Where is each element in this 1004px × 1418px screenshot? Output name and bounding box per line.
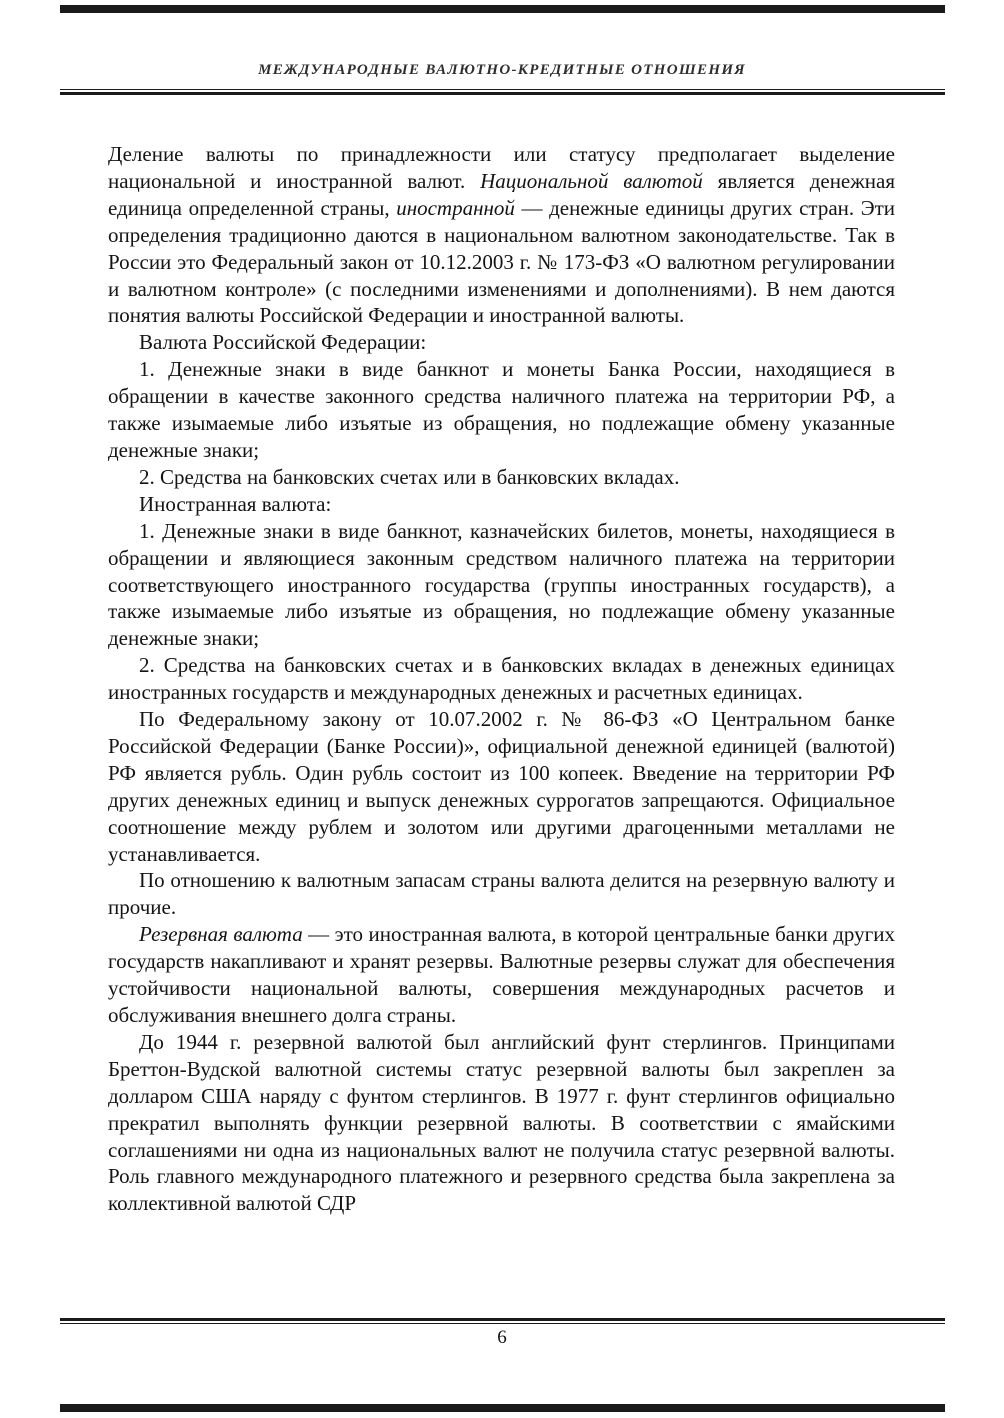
paragraph (108, 356, 895, 464)
text-run: 1. Денежные знаки в виде банкнот, казначейских билетов, монеты, находящиеся в обращении и являющиеся законным средством наличного платежа на территории соответствующего иностранного государства (группы иностранных государств), а также изымаемые либо изъятые из обращения, но подлежащие обмену указанные денежные знаки; (108, 518, 895, 651)
header-rule (60, 89, 945, 95)
text-run: является денежная единица определенной страны, (108, 168, 895, 220)
paragraph (108, 706, 895, 867)
paragraph (108, 867, 895, 921)
paragraph (108, 464, 895, 491)
text-run: По Федеральному закону от 10.07.2002 г. № 86-ФЗ «О Центральном банке Российской Федерации (Банке России)», официальной денежной единицей (валютой) РФ является рубль. Один рубль состоит из 100 копеек. Введение на территории РФ других денежных единиц и выпуск денежных суррогатов запрещаются. Официальное соотношение между рублем и золотом или другими драгоценными металлами не устанавливается. (108, 707, 895, 866)
text-run: Деление валюты по принадлежности или статусу предполагает выделение национальной и иностранной валют. (108, 142, 895, 193)
paragraph (108, 141, 895, 329)
running-header-title: МЕЖДУНАРОДНЫЕ ВАЛЮТНО-КРЕДИТНЫЕ ОТНОШЕНИЯ (258, 62, 746, 78)
text-run: До 1944 г. резервной валютой был английский фунт стерлингов. Принципами Бреттон-Вудской валютной системы статус резервной валюты был закреплен за долларом США наряду с фунтом стерлингов. В 1977 г. фунт стерлингов официально прекратил выполнять функции резервной валюты. В соответствии с ямайскими соглашениями ни одна из национальных валют не получила статус резервной валюты. Роль главного международного платежного и резервного средства была закреплена за коллективной валютой СДР (108, 1029, 895, 1216)
paragraph (108, 491, 895, 518)
text-run: — это иностранная валюта, в которой центральные банки других государств накапливают и хранят резервы. Валютные резервы служат для обеспечения устойчивости национальной валюты, совершения международных расчетов и обслуживания внешнего долга страны. (108, 922, 896, 1027)
text-run: Валюта Российской Федерации: (139, 330, 427, 355)
text-run: 2. Средства на банковских счетах и в банковских вкладах в денежных единицах иностранных государств и международных денежных и расчетных единицах. (108, 653, 895, 705)
italic-text-run: Резервная валюта (139, 922, 303, 947)
footer-rule (60, 1318, 945, 1324)
paragraph (108, 518, 895, 653)
text-run: 2. Средства на банковских счетах или в банковских вкладах. (139, 464, 680, 489)
page-body (108, 141, 895, 1217)
paragraph (108, 1029, 895, 1217)
text-run: 1. Денежные знаки в виде банкнот и монеты Банка России, находящиеся в обращении в качестве законного средства наличного платежа на территории РФ, а также изымаемые либо изъятые из обращения, но подлежащие обмену указанные денежные знаки; (108, 357, 895, 462)
bottom-rule (60, 1404, 945, 1412)
paragraph (108, 329, 895, 356)
text-run: Иностранная валюта: (139, 491, 332, 516)
paragraph (108, 921, 895, 1029)
italic-text-run: иностранной (396, 195, 515, 220)
italic-text-run: Национальной валютой (480, 168, 703, 193)
page-number: 6 (497, 1327, 507, 1348)
top-rule (60, 5, 945, 13)
text-run: — денежные единицы других стран. Эти определения традиционно даются в национальном валютном законодательстве. Так в России это Федеральный закон от 10.12.2003 г. № 173-ФЗ «О валютном регулировании и валютном контроле» (с последними изменениями и дополнениями). В нем даются понятия валюты Российской Федерации и иностранной валюты. (108, 195, 895, 328)
text-run: По отношению к валютным запасам страны валюта делится на резервную валюту и прочие. (108, 868, 895, 920)
paragraph (108, 652, 895, 706)
